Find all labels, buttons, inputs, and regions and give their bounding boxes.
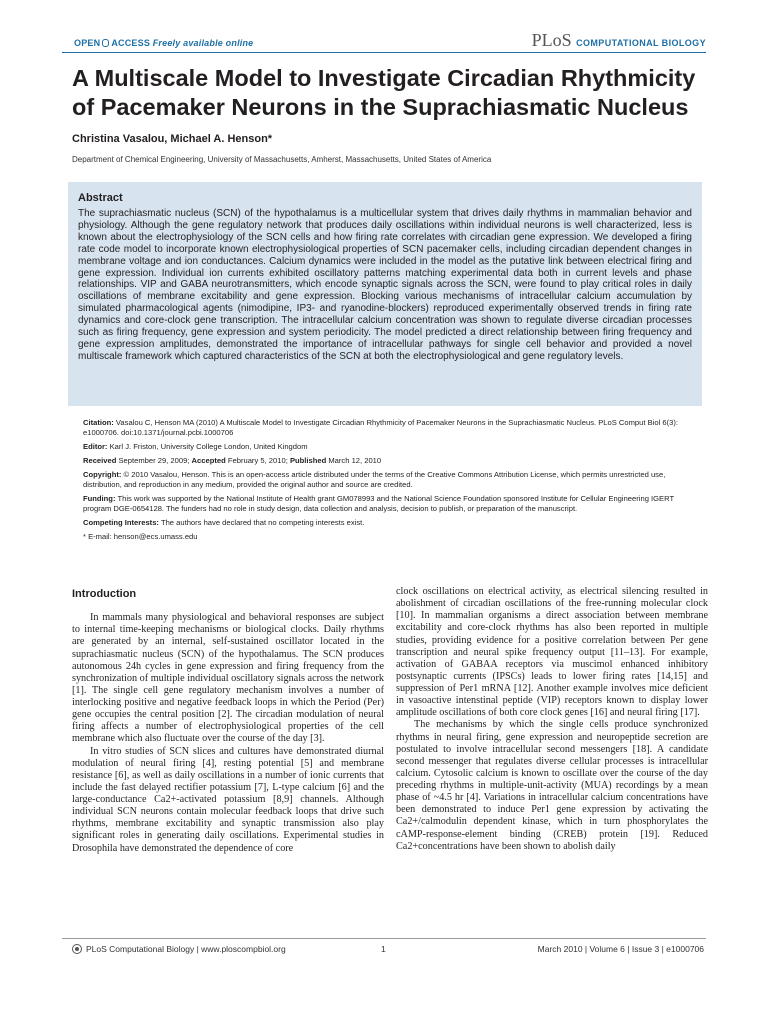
journal-name <box>532 30 706 51</box>
section-heading-introduction: Introduction <box>72 588 137 600</box>
funding: Funding: This work was supported by the National Institute of Health grant GM078993 and the National Science Foundation sponsored Institute for Cellular Engineering IGERT program DGE-0654128. The funders had no role in study design, data collection and analysis, decision to publish, or preparation of the manuscript. <box>83 494 674 513</box>
email: * E-mail: henson@ecs.umass.edu <box>83 532 198 541</box>
copyright: Copyright: © 2010 Vasalou, Henson. This is an open-access article distributed under the terms of the Creative Commons Attribution License, which permits unrestricted use, distribution, and reproduction in any medium, provided the original author and source are credited. <box>83 470 666 489</box>
paragraph: The mechanisms by which the single cells produce synchronized rhythms in neural firing, gene expression and neuropeptide secretion are postulated to involve intracellular second messengers [18]. A candidate second messenger that regulates diverse cellular processes is intracellular calcium. Cytosolic calcium is known to oscillate over the course of the day preceding rhythms in multiple-unit-activity (MUA) recordings by a mean phase of ~4.5 hr [4]. Variations in intracellular calcium concentrations have been demonstrated to induce Per1 gene expression by activating the Ca2+/calmodulin dependent kinase, which in turn phosphorylates the cAMP-response-element binding (CREB) protein [19]. Reduced Ca2+concentrations have been shown to abolish daily <box>396 719 708 852</box>
journal-logo-text: PLoS <box>531 30 572 50</box>
body-left-column <box>72 588 384 855</box>
article-metadata <box>83 418 703 546</box>
citation: Citation: Vasalou C, Henson MA (2010) A Multiscale Model to Investigate Circadian Rhythmicity of Pacemaker Neurons in the Suprachiasmatic Nucleus. PLoS Comput Biol 6(3): e1000706. doi:10.1371/journal.pcbi.1000706 <box>83 418 678 437</box>
open-label: OPEN <box>74 38 101 48</box>
access-label: ACCESS <box>111 38 151 48</box>
dates: Received September 29, 2009; Accepted February 5, 2010; Published March 12, 2010 <box>83 456 382 465</box>
paragraph: In vitro studies of SCN slices and cultures have demonstrated diurnal modulation of neural firing [4], resting potential [5] and membrane resistance [6], as well as daily oscillations in a number of ionic currents that include the fast delayed rectifier potassium [7], L-type calcium [6] and the large-conductance Ca2+-activated potassium [8,9] channels. Although individual SCN neurons contain molecular feedback loops that drive such rhythms, membrane excitability and synaptic transmission also play significant roles in generating daily oscillations. Experimental studies in Drosophila have demonstrated the dependence of core <box>72 745 384 854</box>
paragraph: clock oscillations on electrical activity, as electrical silencing resulted in abolishment of circadian oscillations of the free-running molecular clock [10]. In mammalian organisms a direct association between membrane excitability and core-clock rhythms has also been reported in multiple studies, providing evidence for a positive correlation between Per gene transcription and neural spike frequency output [11–13]. For example, activation of GABAA receptors via muscimol enhanced inhibitory postsynaptic currents (IPSCs) leads to lower firing rates [14,15] and suppression of Per1 mRNA [12]. Another example involves mice deficient in vasoactive intenstinal peptide (VIP) receptors known to display lower amplitude oscillations of both core clock genes [16] and neural firing [17]. <box>396 586 708 719</box>
header-rule <box>62 52 706 53</box>
body-right-column <box>396 586 708 853</box>
plos-logo-icon <box>72 944 82 954</box>
lock-icon <box>102 39 109 47</box>
abstract-body: The suprachiasmatic nucleus (SCN) of the hypothalamus is a multicellular system that drives daily rhythms in mammalian behavior and physiology. Although the gene regulatory network that produces daily oscillations within individual neurons is well characterized, less is known about the electrophysiology of the SCN cells and how firing rate correlates with circadian gene expression. We developed a firing rate code model to incorporate known electrophysiological properties of SCN pacemaker cells, including circadian dependent changes in membrane voltage and ion conductances. Calcium dynamics were included in the model as the putative link between electrical firing and gene expression. Individual ion currents exhibited oscillatory patterns matching experimental data both in current levels and phase relationships. VIP and GABA neurotransmitters, which encode synaptic signals across the SCN, were found to play critical roles in daily oscillations of membrane excitability and gene expression. Blocking various mechanisms of intracellular calcium accumulation by simulated pharmacological agents (nimodipine, IP3- and ryanodine-blockers) reproduced experimentally observed trends in firing rate dynamics and core-clock gene transcription. The intracellular calcium concentration was shown to regulate diverse circadian processes such as firing frequency, gene expression and system periodicity. The model predicted a direct relationship between firing frequency and gene expression amplitudes, demonstrated the importance of intracellular pathways for single cell behavior and provided a novel multiscale framework which captured characteristics of the SCN at both the electrophysiological and gene regulatory levels. <box>78 208 692 362</box>
editor: Editor: Karl J. Friston, University College London, United Kingdom <box>83 442 308 451</box>
freely-available-label: Freely available online <box>152 38 254 48</box>
competing-interests: Competing Interests: The authors have declared that no competing interests exist. <box>83 518 365 527</box>
footer-issue: March 2010 | Volume 6 | Issue 3 | e1000706 <box>537 944 704 954</box>
page-number: 1 <box>381 944 386 954</box>
paragraph: In mammals many physiological and behavioral responses are subject to internal time-keeping mechanisms or biological clocks. Daily rhythms are generated by an internal, self-sustained oscillator located in the suprachiasmatic nucleus (SCN) of the hypothalamus. The SCN produces autonomous 24h cycles in gene expression and firing frequency from the synchronization of multiple individual oscillatory signals across the network [1]. The single cell gene regulatory mechanism involves a number of interlocking positive and negative feedback loops in which the Period (Per) gene occupies the central position [2]. The circadian modulation of neural firing affects a number of electrophysiological properties of the cell membrane which also fluctuate over the course of the day [3]. <box>72 612 384 745</box>
footer-journal: PLoS Computational Biology | www.ploscompbiol.org <box>72 944 286 954</box>
paper-title: A Multiscale Model to Investigate Circadian Rhythmicity of Pacemaker Neurons in the Suprachiasmatic Nucleus <box>72 65 696 120</box>
abstract-heading: Abstract <box>78 192 123 204</box>
open-access-banner <box>74 38 253 48</box>
paper-affiliation: Department of Chemical Engineering, University of Massachusetts, Amherst, Massachusetts, United States of America <box>72 155 492 164</box>
journal-subtitle: COMPUTATIONAL BIOLOGY <box>576 38 706 48</box>
footer-rule <box>62 938 706 939</box>
paper-authors: Christina Vasalou, Michael A. Henson* <box>72 133 273 145</box>
abstract-box <box>68 182 702 406</box>
